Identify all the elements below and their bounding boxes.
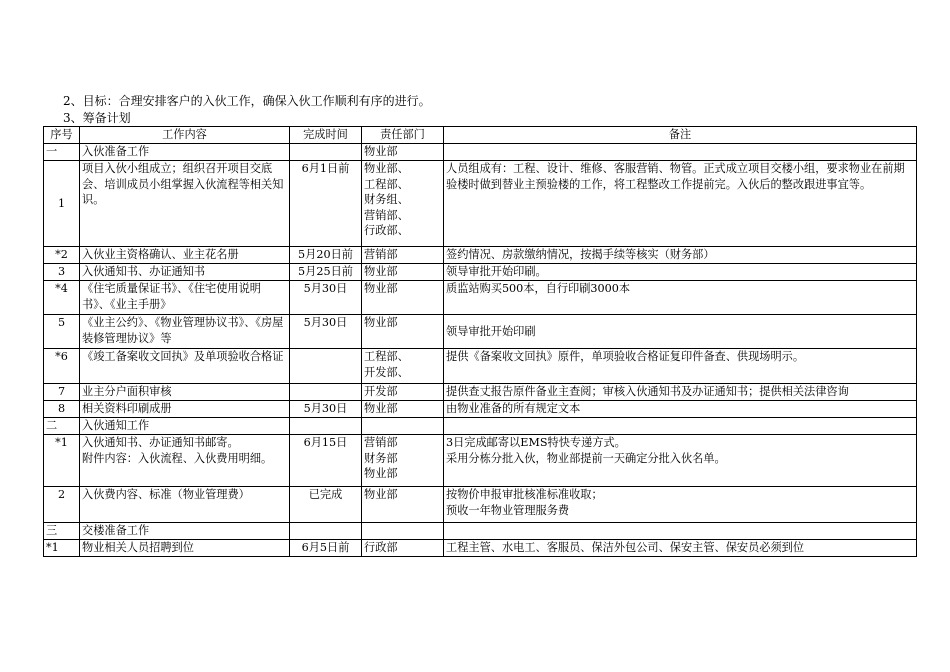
table-header-row bbox=[44, 127, 917, 144]
row-no: *2 bbox=[44, 247, 80, 264]
row-no: *6 bbox=[44, 349, 80, 384]
row-time: 6月5日前 bbox=[290, 540, 362, 557]
row-note: 人员组成有：工程、设计、维修、客服营销、物管。正式成立项目交楼小组，要求物业在前期验楼时做到替业主预验楼的工作，将工程整改工作提前完。入伙后的整改跟进事宜等。 bbox=[444, 161, 917, 247]
row-note bbox=[444, 418, 917, 435]
header-note: 备注 bbox=[444, 127, 917, 144]
row-dept: 物业部 bbox=[362, 144, 444, 161]
row-note: 3日完成邮寄以EMS特快专递方式。 采用分栋分批入伙，物业部提前一天确定分批入伙名单。 bbox=[444, 435, 917, 487]
row-note: 按物价申报审批核准标准收取； 预收一年物业管理服务费 bbox=[444, 487, 917, 523]
row-time: 5月20日前 bbox=[290, 247, 362, 264]
row-note: 工程主管、水电工、客服员、保洁外包公司、保安主管、保安员必须到位 bbox=[444, 540, 917, 557]
row-dept: 物业部 bbox=[362, 281, 444, 315]
row-content: 交楼准备工作 bbox=[80, 523, 290, 540]
row-time bbox=[290, 523, 362, 540]
row-no: 3 bbox=[44, 264, 80, 281]
row-content: 相关资料印刷成册 bbox=[80, 401, 290, 418]
row-time bbox=[290, 384, 362, 401]
row-no: 7 bbox=[44, 384, 80, 401]
row-time bbox=[290, 418, 362, 435]
row-no: 三 bbox=[44, 523, 80, 540]
table-row bbox=[44, 264, 917, 281]
table-row bbox=[44, 487, 917, 523]
table-row bbox=[44, 315, 917, 349]
row-content: 《业主公约》、《物业管理协议书》、《房屋装修管理协议》等 bbox=[80, 315, 290, 349]
row-dept: 营销部 财务部 物业部 bbox=[362, 435, 444, 487]
row-no: *1 bbox=[44, 540, 80, 557]
row-no: 二 bbox=[44, 418, 80, 435]
plan-title: 3、筹备计划 bbox=[63, 111, 131, 125]
row-dept bbox=[362, 418, 444, 435]
row-dept: 物业部 bbox=[362, 315, 444, 349]
header-dept: 责任部门 bbox=[362, 127, 444, 144]
row-note: 提供《备案收文回执》原件，单项验收合格证复印件备查、供现场明示。 bbox=[444, 349, 917, 384]
table-row bbox=[44, 349, 917, 384]
row-dept: 物业部、 工程部、 财务组、 营销部、 行政部、 bbox=[362, 161, 444, 247]
row-time: 5月30日 bbox=[290, 281, 362, 315]
row-no: 一 bbox=[44, 144, 80, 161]
row-dept: 物业部 bbox=[362, 264, 444, 281]
table-row bbox=[44, 384, 917, 401]
goal-text: 2、目标：合理安排客户的入伙工作，确保入伙工作顺利有序的进行。 bbox=[63, 94, 431, 108]
row-dept: 开发部 bbox=[362, 384, 444, 401]
row-note: 签约情况、房款缴纳情况，按揭手续等核实（财务部） bbox=[444, 247, 917, 264]
row-note bbox=[444, 144, 917, 161]
table-row bbox=[44, 281, 917, 315]
table-row bbox=[44, 144, 917, 161]
row-dept bbox=[362, 523, 444, 540]
row-content: 《竣工备案收文回执》及单项验收合格证 bbox=[80, 349, 290, 384]
row-no: 1 bbox=[44, 161, 80, 247]
row-content: 入伙费内容、标准（物业管理费） bbox=[80, 487, 290, 523]
table-row bbox=[44, 161, 917, 247]
row-time: 已完成 bbox=[290, 487, 362, 523]
row-content: 业主分户面积审核 bbox=[80, 384, 290, 401]
row-no: 5 bbox=[44, 315, 80, 349]
table-row bbox=[44, 435, 917, 487]
row-note: 由物业准备的所有规定文本 bbox=[444, 401, 917, 418]
row-dept: 营销部 bbox=[362, 247, 444, 264]
row-note: 领导审批开始印刷 bbox=[444, 315, 917, 349]
row-note: 提供查丈报告原件备业主查阅；审核入伙通知书及办证通知书；提供相关法律咨询 bbox=[444, 384, 917, 401]
row-time: 5月30日 bbox=[290, 401, 362, 418]
row-dept: 行政部 bbox=[362, 540, 444, 557]
row-no: 8 bbox=[44, 401, 80, 418]
row-content: 入伙业主资格确认、业主花名册 bbox=[80, 247, 290, 264]
row-note: 领导审批开始印刷。 bbox=[444, 264, 917, 281]
row-content: 入伙通知书、办证通知书邮寄。 附件内容：入伙流程、入伙费用明细。 bbox=[80, 435, 290, 487]
row-time: 6月15日 bbox=[290, 435, 362, 487]
row-time bbox=[290, 144, 362, 161]
table-row bbox=[44, 247, 917, 264]
table-row bbox=[44, 523, 917, 540]
row-dept: 工程部、 开发部、 bbox=[362, 349, 444, 384]
row-no: *1 bbox=[44, 435, 80, 487]
table-row bbox=[44, 418, 917, 435]
header-no: 序号 bbox=[44, 127, 80, 144]
row-content: 项目入伙小组成立；组织召开项目交底会、培训成员小组掌握入伙流程等相关知识。 bbox=[80, 161, 290, 247]
row-time: 5月25日前 bbox=[290, 264, 362, 281]
row-time: 6月1日前 bbox=[290, 161, 362, 247]
row-dept: 物业部 bbox=[362, 401, 444, 418]
row-note: 质监站购买500本，自行印刷3000本 bbox=[444, 281, 917, 315]
row-content: 入伙准备工作 bbox=[80, 144, 290, 161]
table-row bbox=[44, 540, 917, 557]
row-dept: 物业部 bbox=[362, 487, 444, 523]
table-row bbox=[44, 401, 917, 418]
row-time: 5月30日 bbox=[290, 315, 362, 349]
row-no: 2 bbox=[44, 487, 80, 523]
preparation-plan-table bbox=[43, 126, 917, 557]
row-no: *4 bbox=[44, 281, 80, 315]
header-time: 完成时间 bbox=[290, 127, 362, 144]
row-time bbox=[290, 349, 362, 384]
row-note bbox=[444, 523, 917, 540]
row-content: 入伙通知书、办证通知书 bbox=[80, 264, 290, 281]
row-content: 物业相关人员招聘到位 bbox=[80, 540, 290, 557]
header-content: 工作内容 bbox=[80, 127, 290, 144]
row-content: 《住宅质量保证书》、《住宅使用说明书》、《业主手册》 bbox=[80, 281, 290, 315]
row-content: 入伙通知工作 bbox=[80, 418, 290, 435]
